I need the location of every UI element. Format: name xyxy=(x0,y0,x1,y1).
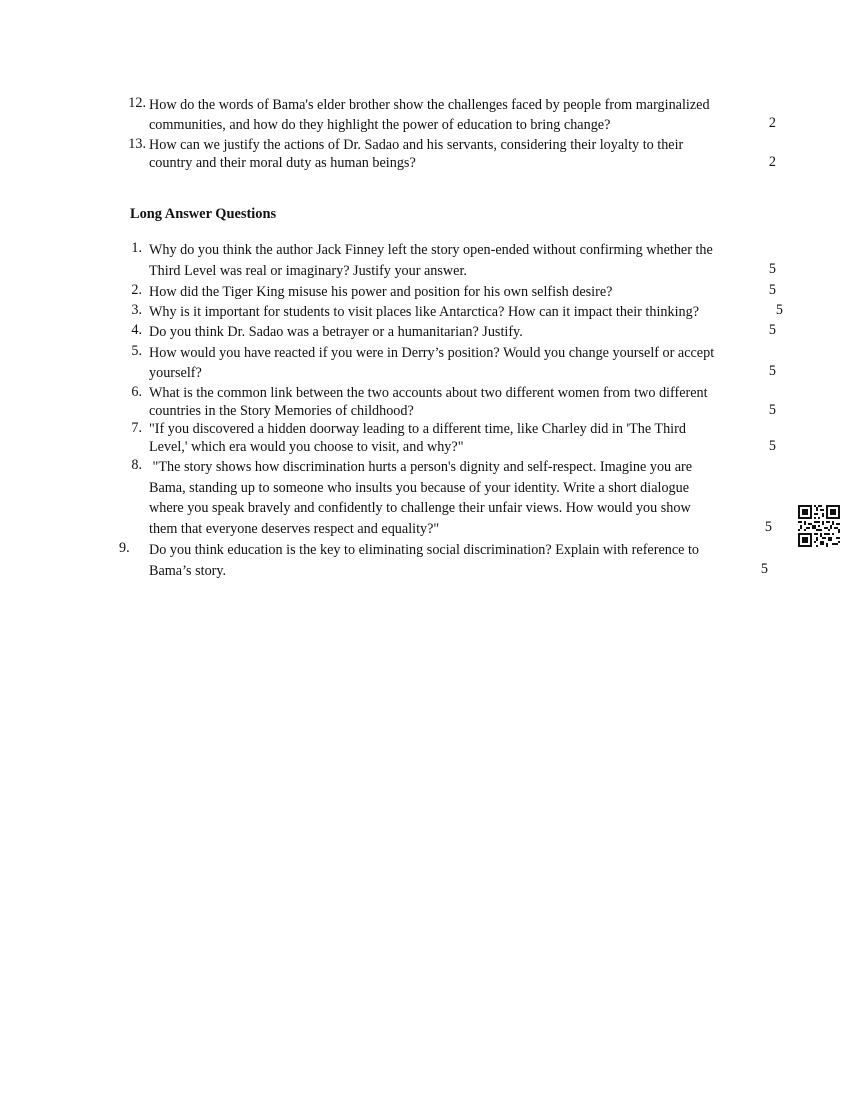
question-text xyxy=(149,457,774,540)
question-number: 5. xyxy=(131,343,142,359)
question-line: communities, and how do they highlight the power of education to bring change? xyxy=(149,117,611,133)
question-number: 6. xyxy=(131,384,142,400)
question-marks: 2 xyxy=(768,115,776,131)
question-number: 4. xyxy=(131,322,142,338)
question-line: Why do you think the author Jack Finney left the story open-ended without confirming whether the xyxy=(149,242,713,258)
qr-code-icon xyxy=(798,505,840,547)
question-line: How can we justify the actions of Dr. Sadao and his servants, considering their loyalty to their xyxy=(149,137,684,153)
question-line: country and their moral duty as human beings? xyxy=(149,155,416,171)
question-line: Bama, standing up to someone who insults you because of your identity. Write a short dialogue xyxy=(149,479,690,496)
question-marks: 5 xyxy=(768,282,776,298)
question-line: yourself? xyxy=(149,365,202,381)
question-line: What is the common link between the two accounts about two different women from two different xyxy=(149,385,708,401)
question-marks: 5 xyxy=(768,402,776,418)
question-number: 3. xyxy=(131,302,142,318)
question-line: Level,' which era would you choose to visit, and why?" xyxy=(149,439,464,455)
question-line: countries in the Story Memories of childhood? xyxy=(149,403,414,419)
question-line: them that everyone deserves respect and equality?" xyxy=(149,521,440,538)
question-text xyxy=(149,322,774,342)
question-line: "If you discovered a hidden doorway leading to a different time, like Charley did in 'The Third xyxy=(149,421,686,437)
question-line: Why is it important for students to visit places like Antarctica? How can it impact their thinking? xyxy=(149,304,700,320)
question-line: "The story shows how discrimination hurts a person's dignity and self-respect. Imagine you are xyxy=(149,459,693,475)
question-line: How would you have reacted if you were in Derry’s position? Would you change yourself or accept xyxy=(149,345,715,361)
question-line: How do the words of Bama's elder brother show the challenges faced by people from marginalized xyxy=(149,97,710,113)
question-marks: 5 xyxy=(768,261,776,277)
question-text xyxy=(149,95,774,135)
question-number: 8. xyxy=(131,457,142,473)
question-marks: 5 xyxy=(768,322,776,338)
question-line: Do you think education is the key to eliminating social discrimination? Explain with reference to xyxy=(149,542,700,558)
question-text xyxy=(149,136,774,172)
question-text xyxy=(149,302,774,322)
question-number: 2. xyxy=(131,282,142,298)
section-heading: Long Answer Questions xyxy=(130,206,277,222)
question-line: where you speak bravely and confidently to challenge their unfair views. How would you show xyxy=(149,500,691,517)
question-marks: 2 xyxy=(768,154,776,170)
question-text xyxy=(149,282,774,302)
question-text xyxy=(149,540,774,582)
question-text xyxy=(149,240,774,282)
question-marks: 5 xyxy=(760,561,768,577)
question-text xyxy=(149,384,774,420)
question-line: Bama’s story. xyxy=(149,563,227,579)
question-marks: 5 xyxy=(775,302,783,318)
question-number: 12. xyxy=(128,95,146,111)
question-line: Do you think Dr. Sadao was a betrayer or a humanitarian? Justify. xyxy=(149,324,523,340)
question-marks: 5 xyxy=(768,363,776,379)
question-line: Third Level was real or imaginary? Justify your answer. xyxy=(149,263,467,279)
question-line: How did the Tiger King misuse his power and position for his own selfish desire? xyxy=(149,284,613,300)
question-text xyxy=(149,420,774,456)
question-marks: 5 xyxy=(764,519,772,535)
question-number: 9. xyxy=(119,540,130,556)
question-marks: 5 xyxy=(768,438,776,454)
question-number: 1. xyxy=(131,240,142,256)
question-number: 7. xyxy=(131,420,142,436)
question-text xyxy=(149,343,774,383)
question-number: 13. xyxy=(128,136,146,152)
